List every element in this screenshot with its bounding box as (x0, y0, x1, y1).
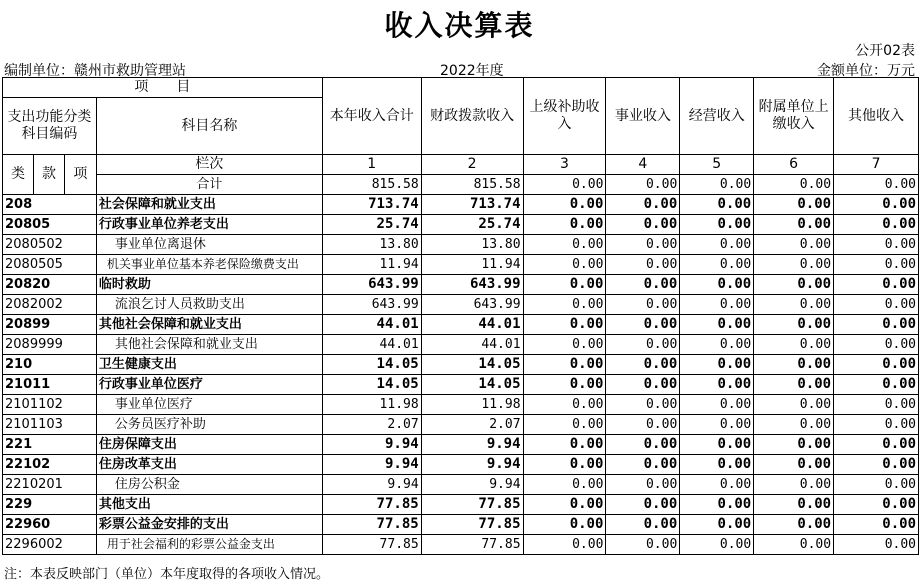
colnum-1: 1 (322, 155, 421, 175)
amount-cell: 0.00 (523, 395, 606, 415)
table-row (3, 375, 919, 395)
subject-code: 20805 (3, 215, 97, 235)
subject-name: 临时救助 (96, 275, 322, 295)
amount-cell: 0.00 (834, 295, 919, 315)
total-value: 0.00 (834, 175, 919, 195)
amount-cell: 44.01 (322, 335, 421, 355)
amount-cell: 25.74 (322, 215, 421, 235)
amount-cell: 0.00 (754, 515, 834, 535)
subject-name: 住房公积金 (96, 475, 322, 495)
amount-cell: 0.00 (523, 535, 606, 555)
amount-cell: 0.00 (606, 295, 680, 315)
subject-name: 住房改革支出 (96, 455, 322, 475)
amount-cell: 0.00 (754, 275, 834, 295)
subject-name: 用于社会福利的彩票公益金支出 (96, 535, 322, 555)
amount-cell: 0.00 (606, 475, 680, 495)
amount-cell: 0.00 (834, 235, 919, 255)
subject-code: 2080502 (3, 235, 97, 255)
amount-cell: 0.00 (834, 515, 919, 535)
amount-cell: 2.07 (421, 415, 523, 435)
income-table (2, 77, 919, 555)
amount-cell: 0.00 (680, 295, 754, 315)
amount-cell: 0.00 (523, 515, 606, 535)
amount-cell: 0.00 (523, 215, 606, 235)
subject-name: 卫生健康支出 (96, 355, 322, 375)
header-col-4: 事业收入 (606, 78, 680, 155)
header-kuan: 款 (33, 155, 64, 195)
amount-cell: 11.98 (322, 395, 421, 415)
amount-cell: 0.00 (523, 355, 606, 375)
total-label: 合计 (96, 175, 322, 195)
colnum-6: 6 (754, 155, 834, 175)
total-value: 0.00 (606, 175, 680, 195)
amount-cell: 0.00 (754, 335, 834, 355)
subject-name: 其他支出 (96, 495, 322, 515)
amount-cell: 0.00 (606, 255, 680, 275)
table-row (3, 235, 919, 255)
amount-cell: 0.00 (680, 335, 754, 355)
subject-code: 221 (3, 435, 97, 455)
amount-cell: 0.00 (606, 455, 680, 475)
amount-cell: 13.80 (322, 235, 421, 255)
amount-cell: 0.00 (680, 195, 754, 215)
amount-cell: 0.00 (680, 535, 754, 555)
subject-name: 机关事业单位基本养老保险缴费支出 (96, 255, 322, 275)
amount-cell: 0.00 (523, 195, 606, 215)
amount-cell: 0.00 (680, 495, 754, 515)
colnum-3: 3 (523, 155, 606, 175)
amount-cell: 0.00 (754, 375, 834, 395)
amount-cell: 0.00 (754, 415, 834, 435)
amount-cell: 44.01 (421, 335, 523, 355)
table-row (3, 355, 919, 375)
amount-cell: 77.85 (421, 495, 523, 515)
amount-cell: 0.00 (606, 215, 680, 235)
amount-cell: 0.00 (523, 335, 606, 355)
subject-code: 229 (3, 495, 97, 515)
total-value: 0.00 (754, 175, 834, 195)
header-col-5: 经营收入 (680, 78, 754, 155)
amount-cell: 0.00 (834, 355, 919, 375)
table-row (3, 295, 919, 315)
table-row (3, 215, 919, 235)
amount-cell: 0.00 (834, 415, 919, 435)
amount-cell: 0.00 (606, 535, 680, 555)
amount-cell: 0.00 (754, 195, 834, 215)
header-col-3: 上级补助收入 (523, 78, 606, 155)
amount-cell: 77.85 (421, 515, 523, 535)
amount-cell: 0.00 (834, 375, 919, 395)
amount-cell: 0.00 (606, 375, 680, 395)
amount-cell: 13.80 (421, 235, 523, 255)
amount-cell: 0.00 (680, 475, 754, 495)
table-row (3, 435, 919, 455)
subject-code: 22960 (3, 515, 97, 535)
table-row (3, 275, 919, 295)
colnum-7: 7 (834, 155, 919, 175)
amount-cell: 14.05 (322, 375, 421, 395)
amount-cell: 2.07 (322, 415, 421, 435)
amount-cell: 0.00 (680, 275, 754, 295)
amount-cell: 0.00 (834, 395, 919, 415)
amount-cell: 0.00 (606, 395, 680, 415)
table-row (3, 195, 919, 215)
subject-code: 2082002 (3, 295, 97, 315)
subject-code: 20820 (3, 275, 97, 295)
amount-cell: 0.00 (754, 475, 834, 495)
amount-cell: 0.00 (754, 255, 834, 275)
subject-code: 2080505 (3, 255, 97, 275)
amount-cell: 0.00 (680, 315, 754, 335)
header-name: 科目名称 (96, 98, 322, 155)
amount-cell: 9.94 (322, 475, 421, 495)
amount-cell: 0.00 (523, 255, 606, 275)
amount-cell: 0.00 (606, 275, 680, 295)
header-col-2: 财政拨款收入 (421, 78, 523, 155)
header-col-7: 其他收入 (834, 78, 919, 155)
amount-cell: 77.85 (421, 535, 523, 555)
subject-name: 公务员医疗补助 (96, 415, 322, 435)
amount-cell: 44.01 (421, 315, 523, 335)
amount-cell: 0.00 (680, 255, 754, 275)
table-row (3, 395, 919, 415)
subject-code: 208 (3, 195, 97, 215)
amount-cell: 643.99 (322, 275, 421, 295)
amount-cell: 0.00 (680, 215, 754, 235)
amount-cell: 14.05 (322, 355, 421, 375)
subject-code: 2101102 (3, 395, 97, 415)
subject-name: 事业单位医疗 (96, 395, 322, 415)
header-lanci: 栏次 (96, 155, 322, 175)
amount-cell: 0.00 (754, 295, 834, 315)
amount-cell: 713.74 (421, 195, 523, 215)
amount-cell: 9.94 (421, 455, 523, 475)
table-row (3, 315, 919, 335)
amount-cell: 0.00 (754, 315, 834, 335)
amount-cell: 0.00 (680, 235, 754, 255)
header-item: 项 目 (3, 78, 323, 98)
report-title: 收入决算表 (384, 9, 535, 42)
table-row (3, 475, 919, 495)
amount-cell: 14.05 (421, 375, 523, 395)
total-value: 815.58 (322, 175, 421, 195)
amount-cell: 44.01 (322, 315, 421, 335)
amount-cell: 0.00 (834, 255, 919, 275)
amount-cell: 0.00 (834, 195, 919, 215)
table-row (3, 495, 919, 515)
subject-name: 事业单位离退休 (96, 235, 322, 255)
amount-cell: 0.00 (606, 415, 680, 435)
amount-cell: 0.00 (754, 395, 834, 415)
header-col-1: 本年收入合计 (322, 78, 421, 155)
amount-cell: 0.00 (680, 515, 754, 535)
table-row (3, 535, 919, 555)
amount-cell: 0.00 (754, 355, 834, 375)
header-code: 支出功能分类科目编码 (3, 98, 97, 155)
amount-cell: 0.00 (834, 215, 919, 235)
amount-cell: 0.00 (606, 195, 680, 215)
header-col-6: 附属单位上缴收入 (754, 78, 834, 155)
amount-cell: 0.00 (523, 275, 606, 295)
amount-cell: 9.94 (421, 475, 523, 495)
amount-cell: 0.00 (834, 335, 919, 355)
amount-cell: 0.00 (606, 235, 680, 255)
amount-cell: 9.94 (421, 435, 523, 455)
amount-cell: 643.99 (421, 295, 523, 315)
subject-code: 2210201 (3, 475, 97, 495)
amount-cell: 0.00 (606, 495, 680, 515)
amount-cell: 0.00 (834, 475, 919, 495)
amount-cell: 0.00 (523, 495, 606, 515)
subject-code: 21011 (3, 375, 97, 395)
subject-name: 行政事业单位养老支出 (96, 215, 322, 235)
amount-cell: 643.99 (322, 295, 421, 315)
amount-cell: 0.00 (523, 295, 606, 315)
total-value: 815.58 (421, 175, 523, 195)
amount-cell: 0.00 (606, 315, 680, 335)
subject-name: 行政事业单位医疗 (96, 375, 322, 395)
amount-cell: 0.00 (680, 455, 754, 475)
total-value: 0.00 (680, 175, 754, 195)
fiscal-year: 2022年度 (440, 63, 504, 79)
amount-cell: 0.00 (754, 495, 834, 515)
money-unit: 金额单位：万元 (817, 63, 915, 79)
amount-cell: 713.74 (322, 195, 421, 215)
compiling-unit: 编制单位：赣州市救助管理站 (4, 63, 186, 79)
table-row (3, 255, 919, 275)
subject-code: 210 (3, 355, 97, 375)
table-row (3, 455, 919, 475)
amount-cell: 0.00 (834, 315, 919, 335)
subject-name: 住房保障支出 (96, 435, 322, 455)
colnum-2: 2 (421, 155, 523, 175)
amount-cell: 0.00 (523, 455, 606, 475)
subject-name: 社会保障和就业支出 (96, 195, 322, 215)
amount-cell: 0.00 (523, 315, 606, 335)
amount-cell: 0.00 (680, 395, 754, 415)
subject-code: 22102 (3, 455, 97, 475)
total-value: 0.00 (523, 175, 606, 195)
amount-cell: 0.00 (754, 235, 834, 255)
subject-code: 2089999 (3, 335, 97, 355)
header-lei: 类 (3, 155, 34, 195)
amount-cell: 0.00 (680, 375, 754, 395)
amount-cell: 0.00 (680, 355, 754, 375)
amount-cell: 9.94 (322, 435, 421, 455)
subject-code: 2296002 (3, 535, 97, 555)
amount-cell: 11.98 (421, 395, 523, 415)
amount-cell: 0.00 (523, 475, 606, 495)
colnum-4: 4 (606, 155, 680, 175)
amount-cell: 0.00 (606, 435, 680, 455)
amount-cell: 0.00 (754, 435, 834, 455)
amount-cell: 0.00 (606, 335, 680, 355)
amount-cell: 11.94 (322, 255, 421, 275)
amount-cell: 0.00 (523, 375, 606, 395)
amount-cell: 11.94 (421, 255, 523, 275)
amount-cell: 0.00 (834, 435, 919, 455)
subject-name: 彩票公益金安排的支出 (96, 515, 322, 535)
subject-name: 其他社会保障和就业支出 (96, 335, 322, 355)
form-number: 公开02表 (855, 43, 915, 59)
footnote: 注：本表反映部门（单位）本年度取得的各项收入情况。 (4, 567, 330, 582)
subject-name: 其他社会保障和就业支出 (96, 315, 322, 335)
colnum-5: 5 (680, 155, 754, 175)
amount-cell: 0.00 (680, 415, 754, 435)
amount-cell: 0.00 (834, 495, 919, 515)
amount-cell: 0.00 (834, 455, 919, 475)
amount-cell: 0.00 (834, 535, 919, 555)
header-xiang: 项 (64, 155, 96, 195)
subject-code: 2101103 (3, 415, 97, 435)
amount-cell: 0.00 (754, 535, 834, 555)
subject-code: 20899 (3, 315, 97, 335)
amount-cell: 9.94 (322, 455, 421, 475)
amount-cell: 0.00 (523, 235, 606, 255)
amount-cell: 0.00 (834, 275, 919, 295)
amount-cell: 25.74 (421, 215, 523, 235)
amount-cell: 0.00 (523, 415, 606, 435)
table-row (3, 415, 919, 435)
amount-cell: 643.99 (421, 275, 523, 295)
table-row (3, 515, 919, 535)
amount-cell: 0.00 (754, 455, 834, 475)
subject-name: 流浪乞讨人员救助支出 (96, 295, 322, 315)
amount-cell: 0.00 (523, 435, 606, 455)
amount-cell: 0.00 (606, 515, 680, 535)
amount-cell: 77.85 (322, 495, 421, 515)
amount-cell: 77.85 (322, 515, 421, 535)
amount-cell: 0.00 (680, 435, 754, 455)
table-row (3, 335, 919, 355)
amount-cell: 77.85 (322, 535, 421, 555)
amount-cell: 0.00 (754, 215, 834, 235)
amount-cell: 14.05 (421, 355, 523, 375)
amount-cell: 0.00 (606, 355, 680, 375)
